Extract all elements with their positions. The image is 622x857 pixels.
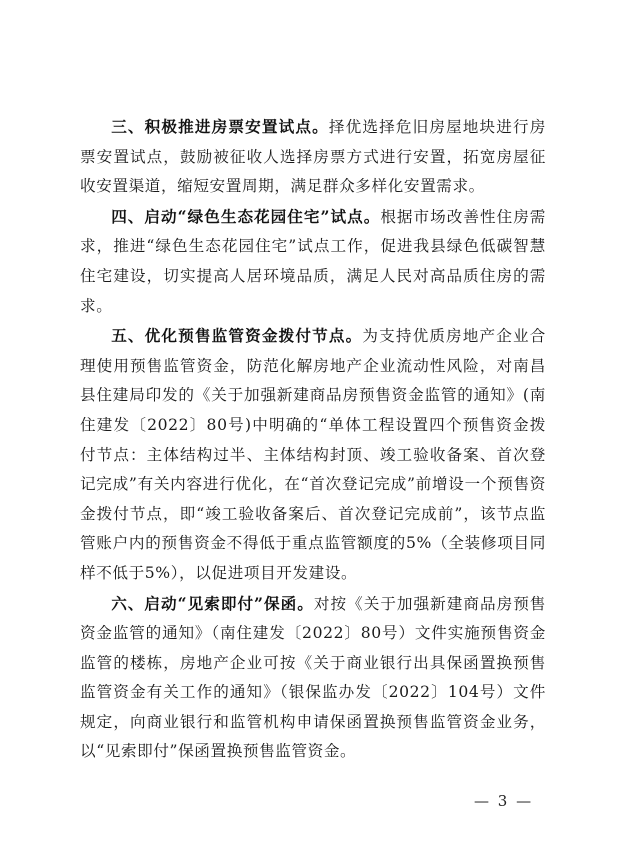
paragraph-heading: 三、积极推进房票安置试点。 [111, 117, 329, 136]
paragraph-text: 择优选择危旧房屋地块进行房票安置试点，鼓励被征收人选择房票方式进行安置，拓宽房屋征收安置渠道，缩短安置周期，满足群众多样化安置需求。 [80, 118, 546, 196]
paragraph-guarantee-letter [80, 589, 546, 768]
paragraph-presale-fund-nodes [80, 321, 546, 588]
paragraph-text: 对按《关于加强新建商品房预售资金监管的通知》（南住建发〔2022〕80号）文件实施预售资金监管的楼栋，房地产企业可按《关于商业银行出具保函置换预售监管资金有关工作的通知》（银保监办发〔2022〕104号）文件规定，向商业银行和监管机构申请保函置换预售监管资金业务，以“见索即付”保函置换预售监管资金。 [80, 594, 546, 761]
paragraph-green-garden-housing [80, 202, 546, 321]
document-body [80, 112, 546, 767]
paragraph-text: 为支持优质房地产企业合理使用预售监管资金，防范化解房地产企业流动性风险，对南昌县住建局印发的《关于加强新建商品房预售资金监管的通知》(南住建发〔2022〕80号)中明确的“单体工程设置四个预售资金拨付节点：主体结构过半、主体结构封顶、竣工验收备案、首次登记完成”有关内容进行优化，在“首次登记完成”前增设一个预售资金拨付节点，即“竣工验收备案后、首次登记完成前”，该节点监管账户内的预售资金不得低于重点监管额度的5%（全装修项目同样不低于5%），以促进项目开发建设。 [80, 327, 546, 582]
paragraph-heading: 五、优化预售监管资金拨付节点。 [111, 326, 363, 346]
paragraph-heading: 六、启动“见索即付”保函。 [111, 593, 314, 613]
paragraph-heading: 四、启动“绿色生态花园住宅”试点。 [111, 206, 381, 226]
paragraph-text: 根据市场改善性住房需求，推进“绿色生态花园住宅”试点工作，促进我县绿色低碳智慧住宅建设，切实提高人居环境品质，满足人民对高品质住房的需求。 [80, 207, 546, 315]
paragraph-housing-voucher [80, 112, 546, 202]
page-number: — 3 — [474, 792, 534, 810]
